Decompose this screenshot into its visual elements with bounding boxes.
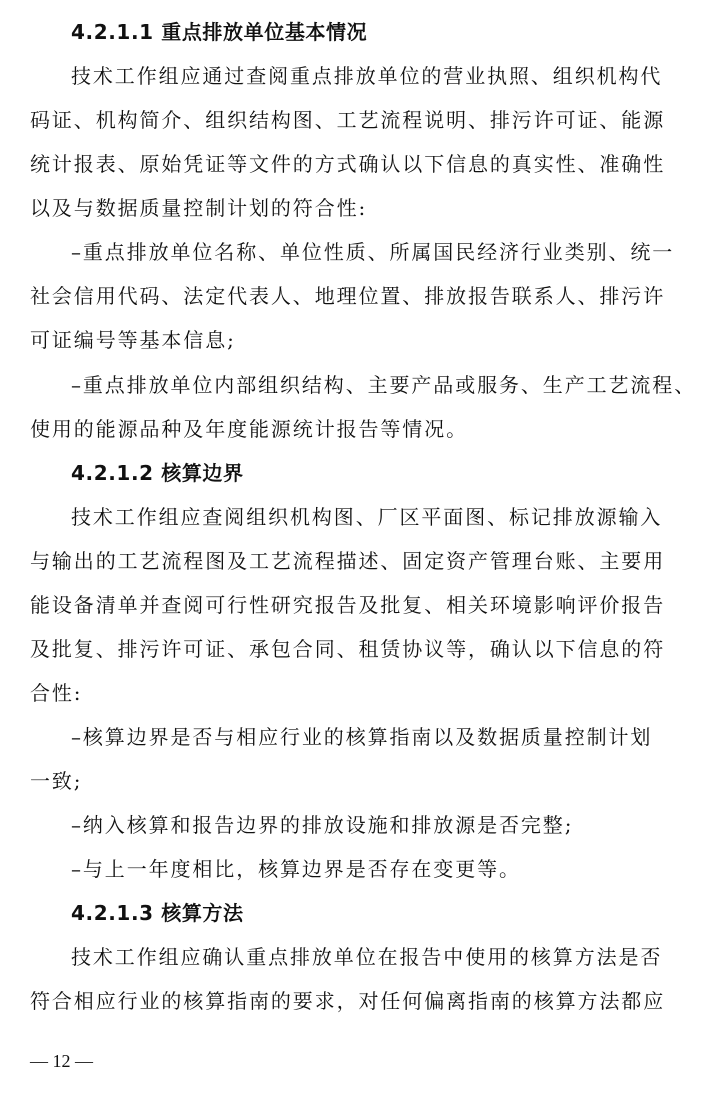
- list-item-line: –与上一年度相比，核算边界是否存在变更等。: [71, 857, 521, 881]
- paragraph-line: 与输出的工艺流程图及工艺流程描述、固定资产管理台账、主要用: [30, 549, 666, 573]
- paragraph-line: 能设备清单并查阅可行性研究报告及批复、相关环境影响评价报告: [30, 593, 666, 617]
- page-number: — 12 —: [30, 1051, 93, 1071]
- list-item-line: –重点排放单位名称、单位性质、所属国民经济行业类别、统一: [71, 240, 675, 264]
- paragraph-line: 符合相应行业的核算指南的要求，对任何偏离指南的核算方法都应: [30, 989, 666, 1013]
- paragraph-line: 技术工作组应通过查阅重点排放单位的营业执照、组织机构代: [71, 64, 663, 88]
- list-item-line: 可证编号等基本信息;: [30, 328, 236, 352]
- paragraph-line: 以及与数据质量控制计划的符合性:: [30, 196, 368, 220]
- list-item-line: –重点排放单位内部组织结构、主要产品或服务、生产工艺流程、: [71, 373, 697, 397]
- paragraph-line: 技术工作组应确认重点排放单位在报告中使用的核算方法是否: [71, 945, 663, 969]
- section-heading-4-2-1-2: 4.2.1.2 核算边界: [71, 461, 244, 485]
- paragraph-line: 码证、机构简介、组织结构图、工艺流程说明、排污许可证、能源: [30, 108, 666, 132]
- section-heading-4-2-1-3: 4.2.1.3 核算方法: [71, 901, 244, 925]
- list-item-line: 一致;: [30, 769, 83, 793]
- paragraph-line: 及批复、排污许可证、承包合同、租赁协议等，确认以下信息的符: [30, 637, 666, 661]
- list-item-line: 社会信用代码、法定代表人、地理位置、排放报告联系人、排污许: [30, 284, 666, 308]
- section-heading-4-2-1-1: 4.2.1.1 重点排放单位基本情况: [71, 20, 368, 44]
- list-item-line: –核算边界是否与相应行业的核算指南以及数据质量控制计划: [71, 725, 653, 749]
- paragraph-line: 技术工作组应查阅组织机构图、厂区平面图、标记排放源输入: [71, 505, 663, 529]
- paragraph-line: 统计报表、原始凭证等文件的方式确认以下信息的真实性、准确性: [30, 152, 666, 176]
- list-item-line: –纳入核算和报告边界的排放设施和排放源是否完整;: [71, 813, 574, 837]
- list-item-line: 使用的能源品种及年度能源统计报告等情况。: [30, 417, 468, 441]
- paragraph-line: 合性:: [30, 681, 83, 705]
